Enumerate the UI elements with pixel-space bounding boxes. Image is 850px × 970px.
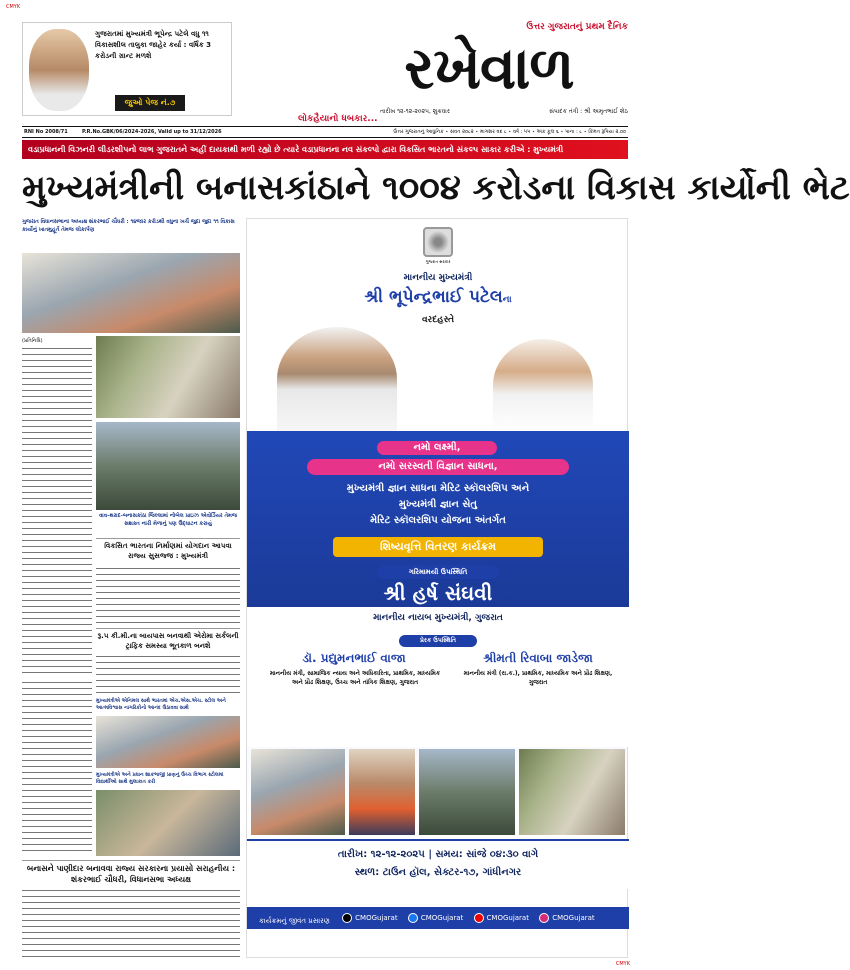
article-head-3: રૂ.૫ કી.મી.ના બાયપાસ બનવાથી એરોમા સર્કલની ટ્રાફિક સમસ્યા ભૂતકાળ બનશે xyxy=(96,628,240,651)
column-label: લોકહૈયાનો ધબકાર... xyxy=(298,114,378,124)
live-label: કાર્યક્રમનું જીવંત પ્રસારણ xyxy=(259,917,330,925)
cm-name xyxy=(247,287,629,307)
info-strip xyxy=(22,126,628,138)
social-youtube-handle: CMOGujarat xyxy=(486,914,529,922)
masthead-tagline: ઉત્તર ગુજરાતનું પ્રથમ દૈનિક xyxy=(526,22,628,32)
road-photo xyxy=(96,336,240,418)
banner xyxy=(22,140,628,159)
minister2-name: શ્રીમતી રિવાબા જાડેજા xyxy=(483,651,593,665)
social-facebook[interactable] xyxy=(408,907,463,929)
event-venue: સ્થળ: ટાઉન હૉલ, સેક્ટર-૧૭, ગાંધીનગર xyxy=(354,867,522,878)
social-instagram-handle: CMOGujarat xyxy=(552,914,595,922)
dcm-title: માનનીય નાયબ મુખ્યમંત્રી, ગુજરાત xyxy=(373,613,503,623)
event-details xyxy=(247,839,629,889)
postal-no: P.R.No.GBK/06/2024-2026, Valid up to 31/12/2026 xyxy=(82,129,222,135)
social-x[interactable] xyxy=(342,907,397,929)
banner-text: વડાપ્રધાનની વિઝનરી લીડરશીપનો લાભ ગુજરાતને અહીં દાયકાથી મળી રહ્યો છે ત્યારે વડાપ્રધાનના નવ સંકલ્પો દ્વારા વિકસિત ભારતનો સંકલ્પ સાકાર કરીએ : મુખ્યમંત્રી xyxy=(28,145,564,154)
social-x-handle: CMOGujarat xyxy=(355,914,398,922)
minister1-name: ડૉ. પ્રદ્યુમનભાઈ વાજા xyxy=(302,651,406,665)
bottom-article xyxy=(22,888,240,958)
stall-photo xyxy=(96,716,240,768)
caption-2: મુખ્યમંત્રીએ એનિમલ સાથે ભારતમાં એચ.એસ.એચ. સ્ટોલ અને આત્મવિશ્વાસ નાગરિકોનો આનંદ ઉઠાવવા સાથે xyxy=(96,698,226,711)
article-col-1 xyxy=(22,346,92,676)
scheme-line-1 xyxy=(377,441,497,455)
scheme-line-4: મુખ્યમંત્રી જ્ઞાન સેતુ xyxy=(398,499,478,510)
article-col-2 xyxy=(96,566,240,626)
masthead-logo[interactable]: રખેવાળ xyxy=(404,34,574,102)
students-photo xyxy=(96,790,240,856)
ribbon-cutting-photo xyxy=(96,422,240,510)
scheme-line-1-text: નમો લક્ષ્મી, xyxy=(413,442,461,453)
teaser-page-link[interactable]: જુઓ પેજ નં.૭ xyxy=(115,95,185,111)
reg-no: RNI No 2008/71 xyxy=(24,129,68,135)
scheme-line-2: નમો સરસ્વતી વિજ્ઞાન સાધના, xyxy=(307,459,569,475)
instagram-icon xyxy=(539,913,549,923)
article-col-4 xyxy=(22,680,92,856)
youtube-icon xyxy=(474,913,484,923)
left-subhead: ગુજરાત વિધાનસભાના અધ્યક્ષ શંકરભાઈ ચૌધરી : ૧૪જાર કરોડથી વધુના ખર્ચે જુદા જુદા ૧૧ વિકાસ કાર્યોનું ખાતમુહૂર્ત તેમજ લોકાર્પણ xyxy=(22,219,235,233)
social-strip xyxy=(247,907,629,929)
cm-portrait-ad xyxy=(493,339,593,431)
x-icon xyxy=(342,913,352,923)
minister1-title: માનનીય મંત્રી, સામાજિક ન્યાય અને અધિકારિતા, પ્રાથમિક, માધ્યમિક અને પ્રૌઢ શિક્ષણ, ઉચ્ચ અને તાંત્રિક શિક્ષણ, ગુજરાત xyxy=(269,670,441,686)
article-col-3 xyxy=(96,654,240,694)
cm-name-text: શ્રી ભૂપેન્દ્રભાઈ પટેલ xyxy=(364,287,503,307)
cm-name-suffix: ના xyxy=(502,295,512,305)
pre-title: માનનીય મુખ્યમંત્રી xyxy=(403,273,473,283)
caption-3: મુખ્યમંત્રીએ અને પ્રધાન શાકભાજી પ્રાણનું ઉચ્ચ વિભાગ સ્ટોલમાં વિદ્યાર્થીઓ સાથે મુલાકાત કરી xyxy=(96,772,224,785)
scheme-line-5: મેરિટ સ્કૉલરશિપ યોજના અંતર્ગત xyxy=(370,515,506,526)
teaser-text: ગુજરાતમાં મુખ્યમંત્રી ભૂપેન્દ્ર પટેલે વધુ ૧૧ વિકાસશીલ તાલુકા જાહેર કર્યા : વર્ષિક 3 કરોડની ગ્રાન્ટ મળશે xyxy=(95,30,211,60)
caption-1: વાવ-થરાદ-બનાસકાંઠા જિલ્લામાં નોબેલ પ્રાઇઝ એવોર્ડિયર તેમજ સશક્ત નારી મેળાનું પણ ઉદ્ઘાટન કરાયું xyxy=(99,513,237,527)
scholarship-photo-4 xyxy=(519,749,625,835)
emblem-caption: ગુજરાત સરકાર xyxy=(425,259,451,264)
social-youtube[interactable] xyxy=(474,907,529,929)
scholarship-ad[interactable] xyxy=(246,218,628,958)
article-head-2: વિકસિત ભારતના નિર્માણમાં યોગદાન આપવા રાજ્ય સુસજ્જ : મુખ્યમંત્રી xyxy=(96,538,240,561)
pm-portrait xyxy=(277,327,397,431)
bottom-headline: બનાસને પાણીદાર બનાવવા રાજ્ય સરકારના પ્રયાસો સરાહનીય : શંકરભાઈ ચૌધરી, વિધાનસભા અધ્યક્ષ xyxy=(22,860,240,885)
cmyk-mark-bottom: CMYK xyxy=(615,961,630,967)
dateline: (પ્રતિનિધિ) xyxy=(22,338,43,344)
facebook-icon xyxy=(408,913,418,923)
by-hand: વરદહસ્તે xyxy=(421,315,455,325)
masthead-editor: સંપાદક તંત્રી : શ્રી અમૃતભાઈ શેઠ xyxy=(549,108,628,115)
programme-title: શિષ્યવૃત્તિ વિતરણ કાર્યક્રમ xyxy=(333,537,543,557)
scholarship-photo-2 xyxy=(349,749,415,835)
main-headline: મુખ્યમંત્રીની બનાસકાંઠાને ૧૦૦૪ કરોડના વિકાસ કાર્યોની ભેટ xyxy=(22,168,850,208)
masthead-date: તારીખ ૧૨-૧૨-૨૦૨૫, શુક્રવાર xyxy=(380,108,450,115)
chief-label: પ્રેરક ઉપસ્થિતિ xyxy=(399,635,477,647)
minister2-title: માનનીય મંત્રી (રા.ક.), પ્રાથમિક, માધ્યમિક અને પ્રૌઢ શિક્ષણ, ગુજરાત xyxy=(463,670,613,686)
teaser-box[interactable] xyxy=(22,22,232,116)
scheme-line-3: મુખ્યમંત્રી જ્ઞાન સાધના મેરિટ સ્કૉલરશિપ અને xyxy=(346,483,530,494)
event-photo-main xyxy=(22,253,240,333)
social-instagram[interactable] xyxy=(539,907,594,929)
dcm-name: શ્રી હર્ષ સંઘવી xyxy=(383,581,493,605)
edition-info: ઉત્તર ગુજરાતનું આધુનિક ⋆ સંવત ૨૦૮૨ ⋆ માગશર વદ ૮ ⋆ વર્ષ : ૫૫ ⋆ અંક કૂલ ૬ ⋆ પાના : ૮ ⋆ કિંમત રૂપિયા ૨.૦૦ xyxy=(393,129,626,135)
gujarat-emblem-icon xyxy=(423,227,453,257)
dignified-label: ગરિમામયી ઉપસ્થિતિ xyxy=(377,565,499,579)
scholarship-photo-3 xyxy=(419,749,515,835)
scholarship-photo-1 xyxy=(251,749,345,835)
cmyk-mark: CMYK xyxy=(6,4,21,10)
social-facebook-handle: CMOGujarat xyxy=(420,914,464,922)
cm-portrait xyxy=(29,29,89,111)
event-date: તારીખ: ૧૨-૧૨-૨૦૨૫ | સમય: સાંજે ૦૪:૩૦ વાગે xyxy=(337,849,539,860)
